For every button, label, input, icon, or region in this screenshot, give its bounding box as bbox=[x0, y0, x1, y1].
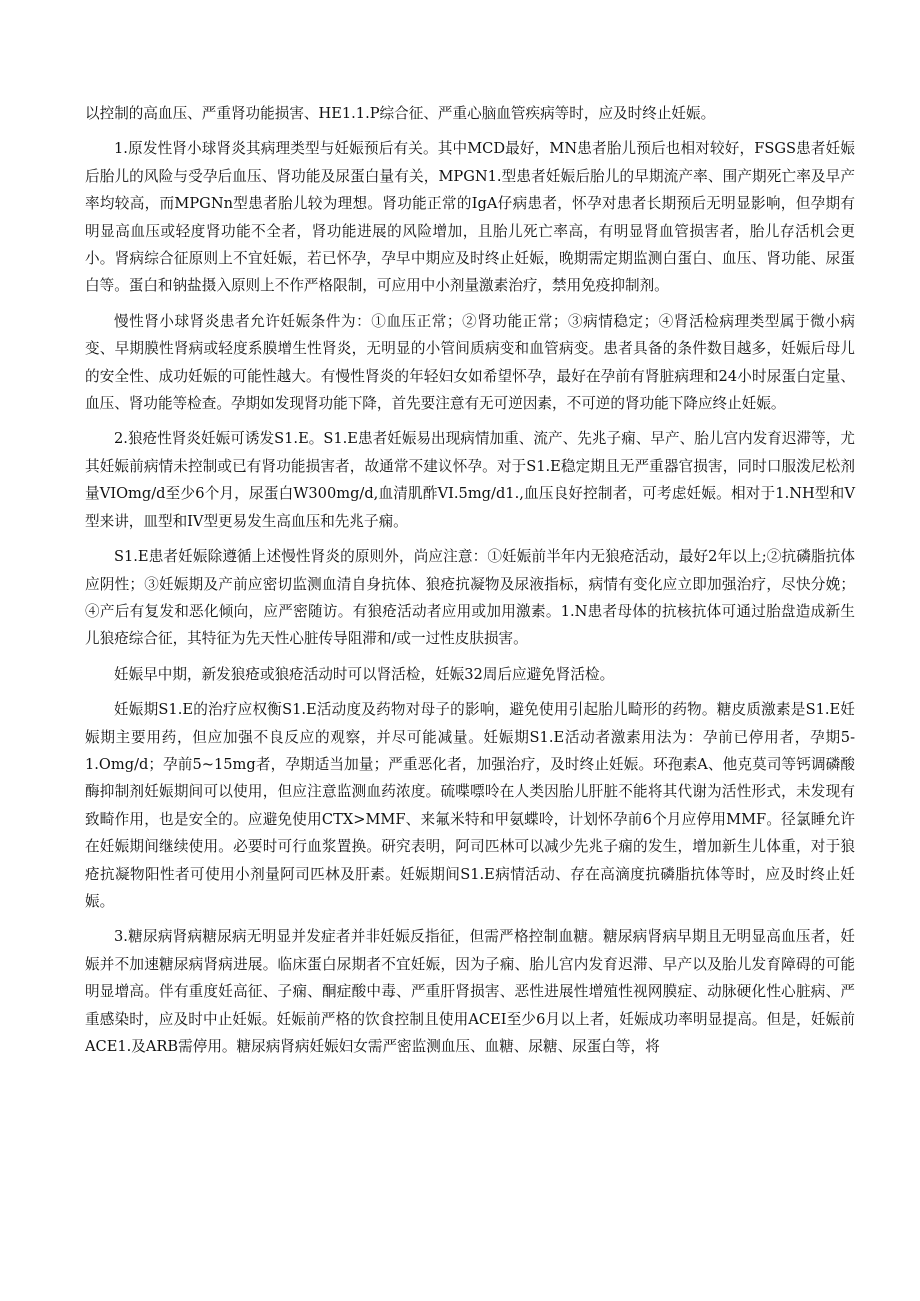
paragraph-lupus-nephritis: 2.狼疮性肾炎妊娠可诱发S1.E。S1.E患者妊娠易出现病情加重、流产、先兆子痫、早产、胎儿宫内发育迟滞等，尤其妊娠前病情未控制或已有肾功能损害者，故通常不建议怀孕。对于S1.E稳定期且无严重器官损害，同时口服泼尼松剂量VIOmg/d至少6个月，尿蛋白W300mg/d,血清肌酢VI.5mg/d1.,血压良好控制者，可考虑妊娠。相对于1.NH型和V型来讲，皿型和IV型更易发生高血压和先兆子痫。 bbox=[85, 430, 855, 530]
paragraph-sle-treatment: 妊娠期S1.E的治疗应权衡S1.E活动度及药物对母子的影响，避免使用引起胎儿畸形的药物。糖皮质激素是S1.E妊娠期主要用药，但应加强不良反应的观察，并尽可能减量。妊娠期S1.E活动者激素用法为：孕前已停用者，孕期5-1.Omg/d；孕前5~15mg者，孕期适当加量；严重恶化者，加强治疗，及时终止妊娠。环孢素A、他克莫司等钙调磷酸酶抑制剂妊娠期间可以使用，但应注意监测血药浓度。硫喋嘌呤在人类因胎儿肝脏不能将其代谢为活性形式，未发现有致畸作用，也是安全的。应避免使用CTX>MMF、来氟米特和甲氨蝶呤，计划怀孕前6个月应停用MMF。径氯睡允许在妊娠期间继续使用。必要时可行血浆置换。研究表明，阿司匹林可以减少先兆子痫的发生，增加新生儿体重，对于狼疮抗凝物阳性者可使用小剂量阿司匹林及肝素。妊娠期间S1.E病情活动、存在高滴度抗磷脂抗体等时，应及时终止妊娠。 bbox=[85, 701, 855, 910]
document-body bbox=[85, 100, 855, 1068]
paragraph-primary-glomerulonephritis: 1.原发性肾小球肾炎其病理类型与妊娠预后有关。其中MCD最好，MN患者胎儿预后也相对较好，FSGS患者妊娠后胎儿的风险与受孕后血压、肾功能及尿蛋白量有关，MPGN1.型患者妊娠后胎儿的早期流产率、围产期死亡率及早产率均较高，而MPGNn型患者胎儿较为理想。肾功能正常的IgA仔病患者，怀孕对患者长期预后无明显影响，但孕期有明显高血压或轻度肾功能不全者，肾功能进展的风险增加，且胎儿死亡率高，有明显肾血管损害者，胎儿存活机会更小。肾病综合征原则上不宜妊娠，若已怀孕，孕早中期应及时终止妊娠，晚期需定期监测白蛋白、血压、肾功能、尿蛋白等。蛋白和钠盐摄入原则上不作严格限制，可应用中小剂量激素治疗，禁用免疫抑制剂。 bbox=[85, 140, 855, 295]
paragraph-diabetic-nephropathy: 3.糖尿病肾病糖尿病无明显并发症者并非妊娠反指征，但需严格控制血糖。糖尿病肾病早期且无明显高血压者，妊娠并不加速糖尿病肾病进展。临床蛋白尿期者不宜妊娠，因为子痫、胎儿宫内发育迟滞、早产以及胎儿发育障碍的可能明显增高。伴有重度妊高征、子痫、酮症酸中毒、严重肝肾损害、恶性进展性增殖性视网膜症、动脉硬化性心脏病、严重感染时，应及时中止妊娠。妊娠前严格的饮食控制且使用ACEI至少6月以上者，妊娠成功率明显提高。但是，妊娠前ACE1.及ARB需停用。糖尿病肾病妊娠妇女需严密监测血压、血糖、尿糖、尿蛋白等，将 bbox=[85, 928, 855, 1055]
paragraph-continuation: 以控制的高血压、严重肾功能损害、HE1.1.P综合征、严重心脑血管疾病等时，应及时终止妊娠。 bbox=[85, 105, 716, 122]
paragraph-chronic-glomerulonephritis: 慢性肾小球肾炎患者允许妊娠条件为：①血压正常；②肾功能正常；③病情稳定；④肾活检病理类型属于微小病变、早期膜性肾病或轻度系膜增生性肾炎，无明显的小管间质病变和血管病变。患者具备的条件数目越多，妊娠后母儿的安全性、成功妊娠的可能性越大。有慢性肾炎的年轻妇女如希望怀孕，最好在孕前有肾脏病理和24小时尿蛋白定量、血压、肾功能等检查。孕期如发现肾功能下降，首先要注意有无可逆因素，不可逆的肾功能下降应终止妊娠。 bbox=[85, 312, 855, 413]
paragraph-renal-biopsy: 妊娠早中期，新发狼疮或狼疮活动时可以肾活检，妊娠32周后应避免肾活检。 bbox=[114, 665, 615, 683]
paragraph-sle-precautions: S1.E患者妊娠除遵循上述慢性肾炎的原则外，尚应注意：①妊娠前半年内无狼疮活动，最好2年以上;②抗磷脂抗体应阴性；③妊娠期及产前应密切监测血清自身抗体、狼疮抗凝物及尿液指标，病情有变化应立即加强治疗，尽快分娩；④产后有复发和恶化倾向，应严密随访。有狼疮活动者应用或加用激素。1.N患者母体的抗核抗体可通过胎盘造成新生儿狼疮综合征，其特征为先天性心脏传导阻滞和/或一过性皮肤损害。 bbox=[85, 548, 855, 648]
